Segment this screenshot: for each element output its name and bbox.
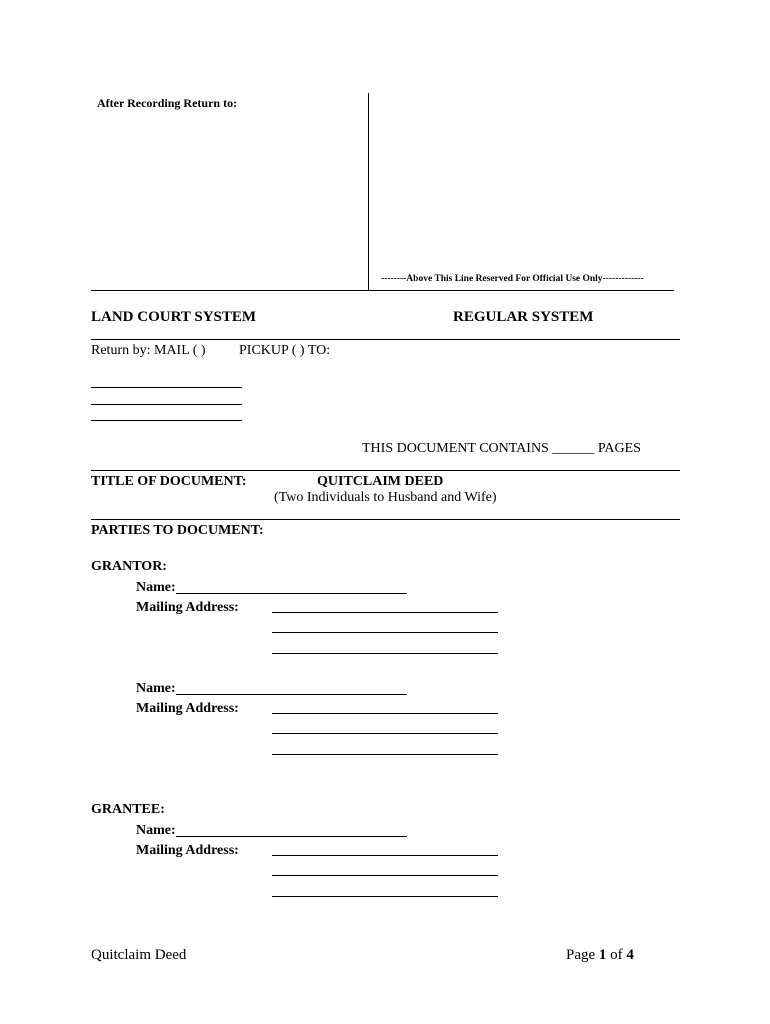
page-count-line: THIS DOCUMENT CONTAINS ______ PAGES xyxy=(362,441,641,456)
grantee-address-label: Mailing Address: xyxy=(136,843,239,858)
grantor-address-label: Mailing Address: xyxy=(136,701,239,716)
grantor-address-line[interactable] xyxy=(272,632,498,633)
return-to-line[interactable] xyxy=(91,404,242,405)
grantor-address-line[interactable] xyxy=(272,754,498,755)
return-by-pickup: PICKUP ( ) TO: xyxy=(239,343,331,358)
return-to-line[interactable] xyxy=(91,420,242,421)
grantor-address-line[interactable] xyxy=(272,733,498,734)
footer-page-number xyxy=(566,947,634,964)
document-subtitle: (Two Individuals to Husband and Wife) xyxy=(274,490,497,505)
document-title: QUITCLAIM DEED xyxy=(317,474,444,489)
systems-divider xyxy=(91,339,680,340)
grantee-name-field[interactable] xyxy=(176,836,407,837)
grantor-name-field[interactable] xyxy=(176,694,407,695)
grantor-address-label: Mailing Address: xyxy=(136,600,239,615)
regular-system-heading: REGULAR SYSTEM xyxy=(453,309,594,325)
grantor-address-line[interactable] xyxy=(272,653,498,654)
grantee-heading: GRANTEE: xyxy=(91,802,165,817)
return-by-mail: Return by: MAIL ( ) xyxy=(91,343,206,358)
return-to-line[interactable] xyxy=(91,387,242,388)
page-current: 1 xyxy=(598,947,607,963)
page-total: 4 xyxy=(626,947,634,963)
footer-document-name: Quitclaim Deed xyxy=(91,947,187,963)
title-divider xyxy=(91,470,680,471)
grantor-address-line[interactable] xyxy=(272,612,498,613)
parties-heading: PARTIES TO DOCUMENT: xyxy=(91,523,264,538)
reserved-notice: --------Above This Line Reserved For Official Use Only------------- xyxy=(381,274,644,284)
grantee-address-line[interactable] xyxy=(272,855,498,856)
page-prefix: Page xyxy=(566,947,599,963)
grantor-heading: GRANTOR: xyxy=(91,559,167,574)
grantee-address-line[interactable] xyxy=(272,896,498,897)
after-recording-label: After Recording Return to: xyxy=(97,96,238,110)
grantor-name-label: Name: xyxy=(136,580,176,595)
grantor-address-line[interactable] xyxy=(272,713,498,714)
land-court-system-heading: LAND COURT SYSTEM xyxy=(91,309,257,325)
title-of-document-label: TITLE OF DOCUMENT: xyxy=(91,474,247,489)
page-mid: of xyxy=(606,947,627,963)
grantor-name-label: Name: xyxy=(136,681,176,696)
grantee-name-label: Name: xyxy=(136,823,176,838)
grantee-address-line[interactable] xyxy=(272,875,498,876)
grantor-name-field[interactable] xyxy=(176,593,407,594)
recording-box-divider xyxy=(368,93,369,290)
reserved-line xyxy=(91,290,674,291)
parties-divider xyxy=(91,519,680,520)
